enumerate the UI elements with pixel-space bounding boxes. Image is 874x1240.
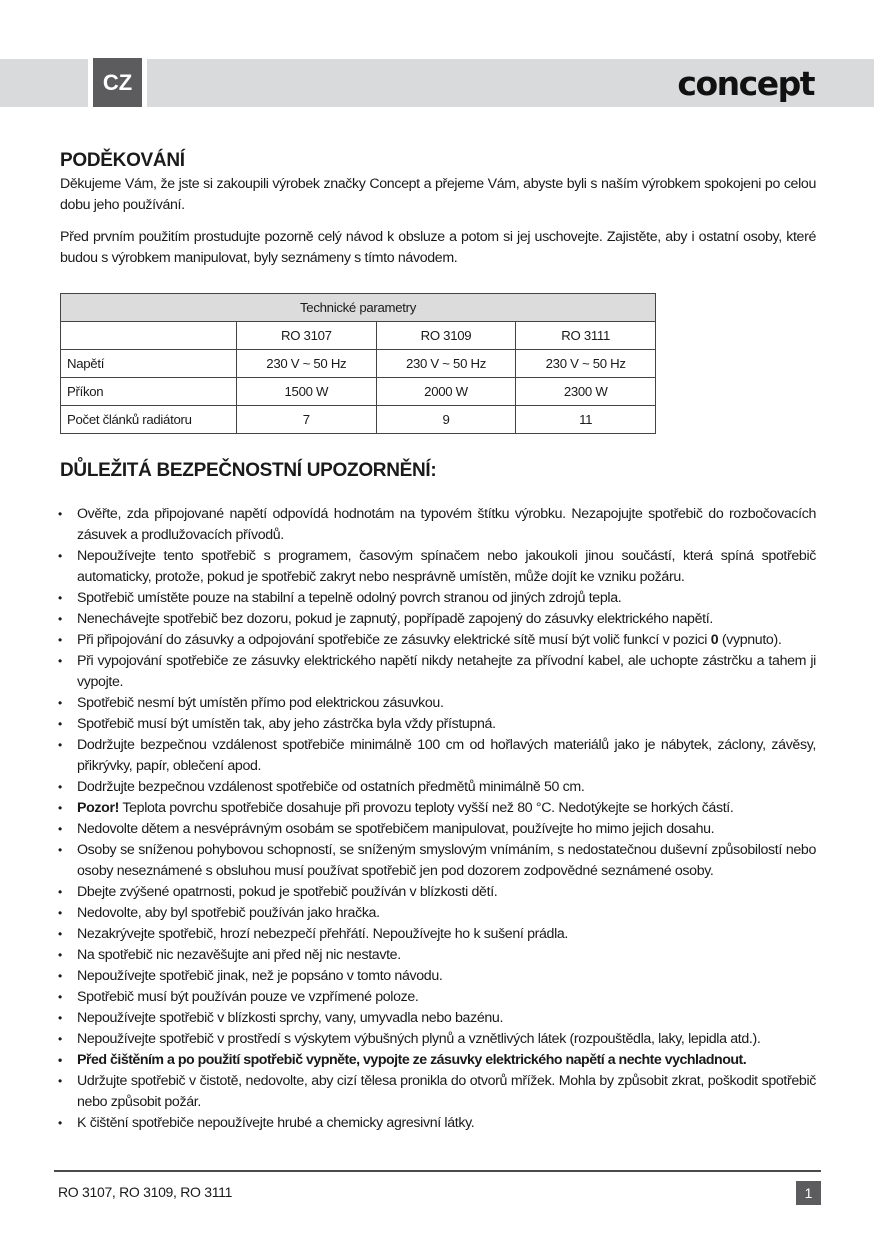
header-band-left [0, 59, 88, 107]
safety-item-text: Spotřebič nesmí být umístěn přímo pod elektrickou zásuvkou. [77, 695, 444, 711]
instructions-paragraph: Před prvním použitím prostudujte pozorně celý návod k obsluze a potom si jej uschovejte. Zajistěte, aby i ostatní osoby, které budou s výrobkem manipulovat, byly seznámeny s tímto návodem. [60, 229, 816, 266]
safety-item [60, 945, 816, 966]
safety-item-text: Při připojování do zásuvky a odpojování spotřebiče ze zásuvky elektrické sítě musí být volič funkcí v pozici [77, 632, 711, 648]
safety-item [60, 735, 816, 777]
table-header-row [61, 322, 656, 350]
safety-item-text: Udržujte spotřebič v čistotě, nedovolte, aby cizí tělesa pronikla do otvorů mřížek. Mohla by způsobit zkrat, poškodit spotřebič nebo způsobit požár. [77, 1073, 816, 1110]
safety-item-text: Nepoužívejte spotřebič v prostředí s výskytem výbušných plynů a vznětlivých látek (rozpouštědla, laky, lepidla atd.). [77, 1031, 761, 1047]
table-cell: 1500 W [237, 378, 377, 406]
table-cell: 230 V ~ 50 Hz [376, 350, 516, 378]
technical-parameters-table [60, 293, 656, 434]
language-badge: CZ [93, 58, 142, 107]
table-row [61, 406, 656, 434]
safety-item-tail: (vypnuto). [718, 632, 782, 648]
safety-list [60, 504, 816, 1134]
thanks-title: PODĚKOVÁNÍ [60, 150, 185, 171]
safety-item-text: Spotřebič musí být používán pouze ve vzpřímené poloze. [77, 989, 419, 1005]
safety-item-text: Dodržujte bezpečnou vzdálenost spotřebiče od ostatních předmětů minimálně 50 cm. [77, 779, 585, 795]
safety-title: DŮLEŽITÁ BEZPEČNOSTNÍ UPOZORNĚNÍ: [60, 460, 437, 481]
safety-item-text: Při vypojování spotřebiče ze zásuvky elektrického napětí nikdy netahejte za přívodní kabel, ale uchopte zástrčku a tahem ji vypojte. [77, 653, 816, 690]
table-row [61, 378, 656, 406]
safety-item-text: Nepoužívejte spotřebič jinak, než je popsáno v tomto návodu. [77, 968, 443, 984]
safety-item-text: Nedovolte, aby byl spotřebič používán jako hračka. [77, 905, 380, 921]
safety-item-text: Nedovolte dětem a nesvéprávným osobám se spotřebičem manipulovat, používejte ho mimo jejich dosahu. [77, 821, 715, 837]
column-header: RO 3107 [237, 322, 377, 350]
safety-item-text: Dbejte zvýšené opatrnosti, pokud je spotřebič používán v blízkosti dětí. [77, 884, 498, 900]
safety-item [60, 1008, 816, 1029]
safety-item [60, 714, 816, 735]
table-cell: 9 [376, 406, 516, 434]
safety-item [60, 693, 816, 714]
safety-item-text: Nenechávejte spotřebič bez dozoru, pokud je zapnutý, popřípadě zapojený do zásuvky elektrického napětí. [77, 611, 713, 627]
safety-item [60, 630, 816, 651]
safety-item [60, 1113, 816, 1134]
table-title-row [61, 294, 656, 322]
row-label: Počet článků radiátoru [61, 406, 237, 434]
safety-item-text: Nepoužívejte spotřebič v blízkosti sprchy, vany, umyvadla nebo bazénu. [77, 1010, 504, 1026]
thanks-paragraph: Děkujeme Vám, že jste si zakoupili výrobek značky Concept a přejeme Vám, abyste byli s naším výrobkem spokojeni po celou dobu jeho používání. [60, 176, 816, 213]
safety-item-text: K čištění spotřebiče nepoužívejte hrubé a chemicky agresivní látky. [77, 1115, 475, 1131]
safety-item-text: Spotřebič musí být umístěn tak, aby jeho zástrčka byla vždy přístupná. [77, 716, 496, 732]
safety-item-text: Na spotřebič nic nezavěšujte ani před něj nic nestavte. [77, 947, 401, 963]
safety-item [60, 777, 816, 798]
table-cell: 230 V ~ 50 Hz [516, 350, 656, 378]
table-title: Technické parametry [61, 294, 656, 322]
row-label: Příkon [61, 378, 237, 406]
column-header: RO 3111 [516, 322, 656, 350]
safety-item-text: Dodržujte bezpečnou vzdálenost spotřebiče minimálně 100 cm od hořlavých materiálů jako je nábytek, záclony, závěsy, přikrývky, papír, oblečení apod. [77, 737, 816, 774]
safety-item [60, 882, 816, 903]
safety-item [60, 1050, 816, 1071]
table-row [61, 350, 656, 378]
safety-item [60, 651, 816, 693]
footer-divider [54, 1170, 821, 1172]
safety-item [60, 546, 816, 588]
safety-item-text: Nezakrývejte spotřebič, hrozí nebezpečí přehřátí. Nepoužívejte ho k sušení prádla. [77, 926, 569, 942]
safety-item [60, 1029, 816, 1050]
safety-item [60, 504, 816, 546]
table-corner-cell [61, 322, 237, 350]
thanks-section [60, 148, 816, 269]
page-number: 1 [796, 1181, 821, 1205]
table-cell: 2300 W [516, 378, 656, 406]
safety-item [60, 819, 816, 840]
table-cell: 7 [237, 406, 377, 434]
safety-item [60, 609, 816, 630]
brand-logo: concept [677, 64, 814, 103]
safety-item [60, 1071, 816, 1113]
safety-item-text: Před čištěním a po použití spotřebič vypněte, vypojte ze zásuvky elektrického napětí a nechte vychladnout. [77, 1052, 747, 1068]
warning-emphasis: Pozor! [77, 800, 120, 816]
safety-item [60, 903, 816, 924]
footer-models: RO 3107, RO 3109, RO 3111 [58, 1184, 233, 1200]
safety-item [60, 798, 816, 819]
safety-item [60, 924, 816, 945]
safety-item-text: Spotřebič umístěte pouze na stabilní a tepelně odolný povrch stranou od jiných zdrojů tepla. [77, 590, 622, 606]
table-cell: 230 V ~ 50 Hz [237, 350, 377, 378]
safety-item [60, 966, 816, 987]
safety-item [60, 840, 816, 882]
table-cell: 11 [516, 406, 656, 434]
row-label: Napětí [61, 350, 237, 378]
safety-item-text: Nepoužívejte tento spotřebič s programem, časovým spínačem nebo jakoukoli jinou součástí, která spíná spotřebič automaticky, protože, pokud je spotřebič zakryt nebo nesprávně umístěn, může dojít ke vzniku požáru. [77, 548, 816, 585]
safety-item-text: Teplota povrchu spotřebiče dosahuje při provozu teploty vyšší než 80 °C. Nedotýkejte se horkých částí. [119, 800, 734, 816]
table-cell: 2000 W [376, 378, 516, 406]
column-header: RO 3109 [376, 322, 516, 350]
safety-item [60, 987, 816, 1008]
safety-item-text: Ověřte, zda připojované napětí odpovídá hodnotám na typovém štítku výrobku. Nezapojujte spotřebič do rozbočovacích zásuvek a prodlužovacích přívodů. [77, 506, 816, 543]
safety-item [60, 588, 816, 609]
safety-item-text: Osoby se sníženou pohybovou schopností, se sníženým smyslovým vnímáním, s nedostatečnou duševní způsobilostí nebo osoby neseznámené s obsluhou musí používat spotřebič jen pod dozorem zodpovědné seznámené osoby. [77, 842, 816, 879]
position-value: 0 [710, 632, 719, 648]
